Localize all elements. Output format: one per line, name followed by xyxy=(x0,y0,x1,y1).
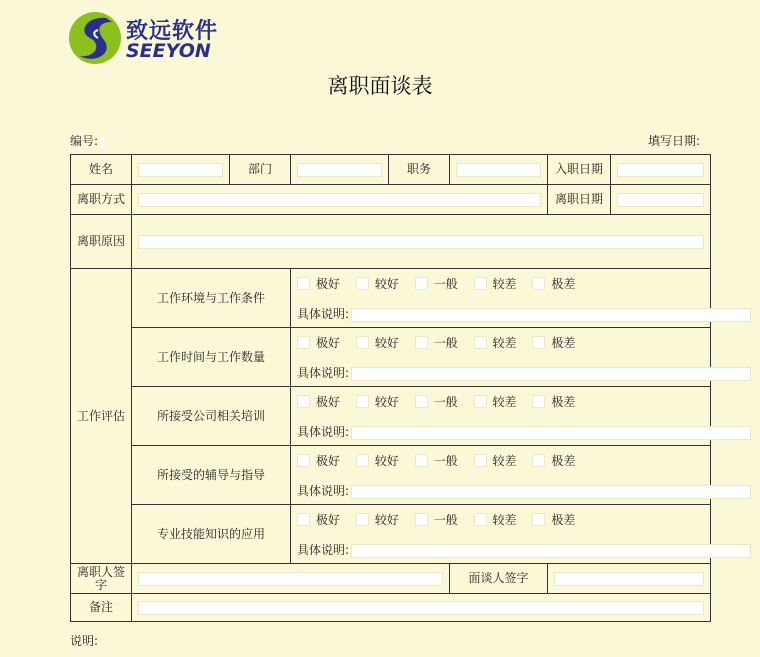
remarks-input[interactable] xyxy=(138,601,704,615)
checkbox-average[interactable] xyxy=(415,277,428,290)
option-label: 极差 xyxy=(551,513,576,527)
checkbox-very-poor[interactable] xyxy=(532,395,545,408)
join-date-label: 入职日期 xyxy=(548,155,611,185)
checkbox-good[interactable] xyxy=(356,277,369,290)
detail-label: 具体说明: xyxy=(297,425,350,439)
option-label: 一般 xyxy=(433,513,458,527)
checkbox-average[interactable] xyxy=(415,336,428,349)
detail-input[interactable] xyxy=(351,426,751,440)
checkbox-average[interactable] xyxy=(415,454,428,467)
checkbox-good[interactable] xyxy=(356,513,369,526)
checkbox-good[interactable] xyxy=(356,395,369,408)
checkbox-poor[interactable] xyxy=(474,513,487,526)
option-label: 较好 xyxy=(374,336,399,350)
option-label: 一般 xyxy=(433,277,458,291)
checkbox-average[interactable] xyxy=(415,513,428,526)
checkbox-excellent[interactable] xyxy=(297,277,310,290)
work-eval-label: 工作评估 xyxy=(71,269,132,564)
checkbox-poor[interactable] xyxy=(474,454,487,467)
leaver-sign-label: 离职人签字 xyxy=(71,564,132,594)
eval-panel xyxy=(291,328,710,386)
detail-input[interactable] xyxy=(351,485,751,499)
row-remarks xyxy=(71,594,711,622)
checkbox-good[interactable] xyxy=(356,454,369,467)
checkbox-poor[interactable] xyxy=(474,336,487,349)
leaver-sign-input[interactable] xyxy=(138,572,443,586)
seeyon-logo-icon xyxy=(68,10,124,66)
checkbox-excellent[interactable] xyxy=(297,395,310,408)
option-label: 一般 xyxy=(433,336,458,350)
eval-row-4 xyxy=(71,505,711,564)
row-signatures xyxy=(71,564,711,594)
number-row xyxy=(70,132,104,149)
eval-row-3 xyxy=(71,446,711,505)
option-label: 一般 xyxy=(433,395,458,409)
remarks-label: 备注 xyxy=(71,594,132,622)
checkbox-excellent[interactable] xyxy=(297,513,310,526)
leave-method-input[interactable] xyxy=(138,193,541,207)
option-label: 极差 xyxy=(551,395,576,409)
position-input[interactable] xyxy=(456,163,541,177)
checkbox-very-poor[interactable] xyxy=(532,277,545,290)
checkbox-poor[interactable] xyxy=(474,277,487,290)
brand-name-cn: 致远软件 xyxy=(126,19,219,44)
leave-reason-label: 离职原因 xyxy=(71,215,132,269)
option-label: 较好 xyxy=(374,454,399,468)
checkbox-very-poor[interactable] xyxy=(532,336,545,349)
option-label: 极差 xyxy=(551,336,576,350)
checkbox-poor[interactable] xyxy=(474,395,487,408)
interviewer-sign-label: 面谈人签字 xyxy=(450,564,548,594)
option-label: 较差 xyxy=(492,277,517,291)
detail-input[interactable] xyxy=(351,308,751,322)
checkbox-average[interactable] xyxy=(415,395,428,408)
position-label: 职务 xyxy=(389,155,450,185)
detail-label: 具体说明: xyxy=(297,543,350,557)
option-label: 较差 xyxy=(492,513,517,527)
detail-input[interactable] xyxy=(351,544,751,558)
checkbox-very-poor[interactable] xyxy=(532,513,545,526)
option-label: 较好 xyxy=(374,395,399,409)
leave-date-label: 离职日期 xyxy=(548,185,611,215)
interview-form-table xyxy=(70,154,711,622)
page-title: 离职面谈表 xyxy=(327,74,433,98)
checkbox-good[interactable] xyxy=(356,336,369,349)
row-leave xyxy=(71,185,711,215)
option-label: 极好 xyxy=(316,277,341,291)
detail-label: 具体说明: xyxy=(297,366,350,380)
fill-date-label: 填写日期: xyxy=(648,134,701,148)
eval-item-label: 工作环境与工作条件 xyxy=(132,269,291,328)
name-label: 姓名 xyxy=(71,155,132,185)
checkbox-excellent[interactable] xyxy=(297,336,310,349)
option-label: 极差 xyxy=(551,454,576,468)
eval-item-label: 专业技能知识的应用 xyxy=(132,505,291,564)
department-label: 部门 xyxy=(230,155,291,185)
option-label: 较好 xyxy=(374,513,399,527)
leave-date-input[interactable] xyxy=(617,193,704,207)
option-label: 一般 xyxy=(433,454,458,468)
eval-panel xyxy=(291,387,710,445)
checkbox-excellent[interactable] xyxy=(297,454,310,467)
number-label: 编号: xyxy=(70,134,99,148)
option-label: 较差 xyxy=(492,454,517,468)
detail-label: 具体说明: xyxy=(297,484,350,498)
eval-panel xyxy=(291,446,710,504)
row-reason xyxy=(71,215,711,269)
detail-input[interactable] xyxy=(351,367,751,381)
option-label: 较好 xyxy=(374,277,399,291)
name-input[interactable] xyxy=(138,163,223,177)
brand-name-en: SEEYON xyxy=(126,40,211,62)
eval-row-1 xyxy=(71,328,711,387)
option-label: 极差 xyxy=(551,277,576,291)
department-input[interactable] xyxy=(297,163,382,177)
eval-item-label: 所接受的辅导与指导 xyxy=(132,446,291,505)
eval-row-0 xyxy=(71,269,711,328)
join-date-input[interactable] xyxy=(617,163,704,177)
footer-note: 说明: xyxy=(70,634,99,648)
leave-reason-input[interactable] xyxy=(138,235,704,249)
option-label: 极好 xyxy=(316,336,341,350)
eval-panel xyxy=(291,269,710,327)
detail-label: 具体说明: xyxy=(297,307,350,321)
checkbox-very-poor[interactable] xyxy=(532,454,545,467)
leave-method-label: 离职方式 xyxy=(71,185,132,215)
number-input[interactable] xyxy=(100,136,104,148)
option-label: 较差 xyxy=(492,336,517,350)
brand-logo xyxy=(68,10,238,66)
option-label: 极好 xyxy=(316,513,341,527)
eval-item-label: 所接受公司相关培训 xyxy=(132,387,291,446)
row-basic xyxy=(71,155,711,185)
eval-row-2 xyxy=(71,387,711,446)
eval-item-label: 工作时间与工作数量 xyxy=(132,328,291,387)
option-label: 较差 xyxy=(492,395,517,409)
interviewer-sign-input[interactable] xyxy=(554,572,704,586)
option-label: 极好 xyxy=(316,395,341,409)
eval-panel xyxy=(291,505,710,563)
option-label: 极好 xyxy=(316,454,341,468)
